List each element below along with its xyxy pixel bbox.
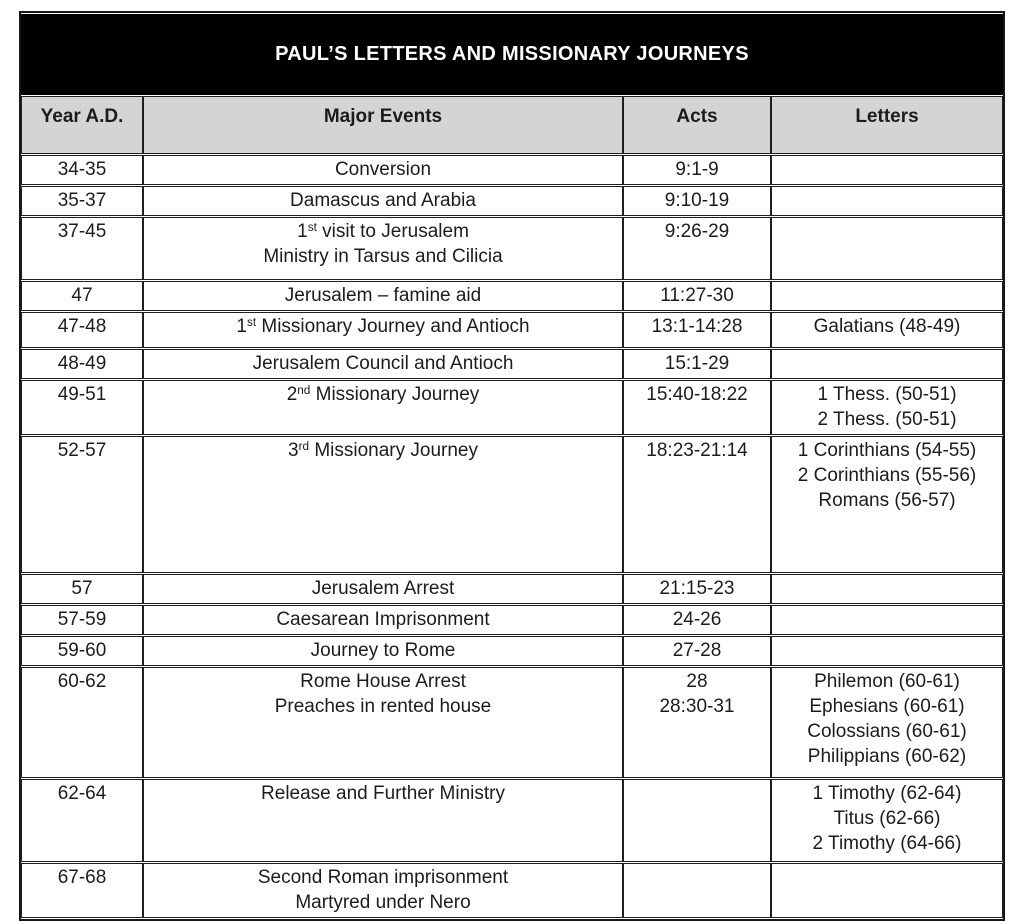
cell-line: Conversion <box>334 159 432 180</box>
cell-line: Martyred under Nero <box>295 892 471 913</box>
paul-letters-table <box>19 11 1005 921</box>
cell-letters <box>771 217 1003 280</box>
cell-line: 37-45 <box>57 221 107 242</box>
cell-year <box>21 436 143 573</box>
cell-year <box>21 667 143 778</box>
cell-year <box>21 863 143 918</box>
table-row <box>21 605 1003 635</box>
cell-line: Jerusalem – famine aid <box>284 285 482 306</box>
cell-line: 60-62 <box>57 671 107 692</box>
document-page <box>19 11 1005 921</box>
column-header-major-events: Major Events <box>143 96 623 154</box>
cell-line: 1st visit to Jerusalem <box>297 220 469 242</box>
cell-line: Rome House Arrest <box>300 671 466 692</box>
cell-letters <box>771 574 1003 604</box>
cell-letters <box>771 636 1003 666</box>
table-row <box>21 863 1003 918</box>
cell-year <box>21 349 143 379</box>
cell-line: Romans (56-57) <box>818 490 956 511</box>
cell-line: 49-51 <box>57 384 107 405</box>
cell-line: 34-35 <box>57 159 107 180</box>
table-row <box>21 186 1003 216</box>
cell-line: 15:1-29 <box>664 353 730 374</box>
cell-events <box>143 155 623 185</box>
cell-line: Galatians (48-49) <box>813 316 961 337</box>
cell-year <box>21 155 143 185</box>
cell-line: Ministry in Tarsus and Cilicia <box>263 246 503 267</box>
cell-acts <box>623 349 771 379</box>
cell-line: 2 Timothy (64-66) <box>812 833 962 854</box>
cell-line: 1 Timothy (62-64) <box>812 783 962 804</box>
cell-events <box>143 779 623 862</box>
cell-line: 21:15-23 <box>659 578 735 599</box>
column-header-acts: Acts <box>623 96 771 154</box>
table-row <box>21 779 1003 862</box>
cell-line: 52-57 <box>57 440 107 461</box>
table-row <box>21 281 1003 311</box>
cell-acts <box>623 779 771 862</box>
cell-events <box>143 605 623 635</box>
cell-acts <box>623 312 771 348</box>
table-row <box>21 667 1003 778</box>
cell-line: Journey to Rome <box>310 640 456 661</box>
table-row <box>21 574 1003 604</box>
cell-line: 13:1-14:28 <box>651 316 743 337</box>
cell-acts <box>623 380 771 435</box>
cell-line: Preaches in rented house <box>274 696 492 717</box>
cell-line: 57-59 <box>57 609 107 630</box>
cell-year <box>21 217 143 280</box>
cell-line: 67-68 <box>57 867 107 888</box>
cell-events <box>143 863 623 918</box>
cell-events <box>143 186 623 216</box>
cell-acts <box>623 436 771 573</box>
cell-line: 9:26-29 <box>664 221 730 242</box>
cell-year <box>21 779 143 862</box>
cell-line: 11:27-30 <box>660 285 734 306</box>
cell-line: Colossians (60-61) <box>807 721 967 742</box>
cell-line: 2nd Missionary Journey <box>286 383 480 405</box>
cell-events <box>143 574 623 604</box>
cell-acts <box>623 605 771 635</box>
cell-events <box>143 667 623 778</box>
cell-line: 3rd Missionary Journey <box>288 439 478 461</box>
cell-letters <box>771 863 1003 918</box>
cell-line: Philemon (60-61) <box>814 671 960 692</box>
table-body <box>21 155 1003 918</box>
cell-acts <box>623 186 771 216</box>
cell-line: 28:30-31 <box>659 696 735 717</box>
cell-acts <box>623 155 771 185</box>
cell-events <box>143 312 623 348</box>
cell-events <box>143 380 623 435</box>
cell-letters <box>771 186 1003 216</box>
cell-line: Jerusalem Arrest <box>311 578 455 599</box>
cell-acts <box>623 636 771 666</box>
cell-events <box>143 349 623 379</box>
table-row <box>21 217 1003 280</box>
cell-letters <box>771 281 1003 311</box>
cell-letters <box>771 155 1003 185</box>
cell-acts <box>623 281 771 311</box>
cell-line: Jerusalem Council and Antioch <box>252 353 514 374</box>
cell-line: 1st Missionary Journey and Antioch <box>236 315 530 337</box>
cell-year <box>21 380 143 435</box>
cell-letters <box>771 605 1003 635</box>
cell-line: Second Roman imprisonment <box>257 867 509 888</box>
cell-acts <box>623 667 771 778</box>
cell-line: 27-28 <box>672 640 722 661</box>
cell-line: 1 Corinthians (54-55) <box>797 440 977 461</box>
cell-line: 48-49 <box>57 353 107 374</box>
cell-line: 9:10-19 <box>664 190 730 211</box>
table-title: PAUL’S LETTERS AND MISSIONARY JOURNEYS <box>21 14 1003 95</box>
cell-line: 47-48 <box>57 316 107 337</box>
cell-acts <box>623 574 771 604</box>
cell-letters <box>771 436 1003 573</box>
cell-line: 1 Thess. (50-51) <box>817 384 957 405</box>
column-header-letters: Letters <box>771 96 1003 154</box>
cell-year <box>21 605 143 635</box>
cell-letters <box>771 312 1003 348</box>
table-row <box>21 155 1003 185</box>
cell-events <box>143 636 623 666</box>
table-row <box>21 436 1003 573</box>
table-row <box>21 380 1003 435</box>
cell-line: 35-37 <box>57 190 107 211</box>
cell-line: Philippians (60-62) <box>807 746 967 767</box>
table-row <box>21 636 1003 666</box>
cell-line: 24-26 <box>672 609 722 630</box>
title-row <box>21 14 1003 95</box>
cell-letters <box>771 667 1003 778</box>
column-header-row <box>21 96 1003 154</box>
cell-line: 59-60 <box>57 640 107 661</box>
cell-letters <box>771 349 1003 379</box>
cell-line: 62-64 <box>57 783 107 804</box>
cell-letters <box>771 380 1003 435</box>
cell-line: 15:40-18:22 <box>646 384 748 405</box>
cell-letters <box>771 779 1003 862</box>
cell-line: Titus (62-66) <box>833 808 941 829</box>
cell-events <box>143 436 623 573</box>
cell-year <box>21 186 143 216</box>
cell-line: 2 Corinthians (55-56) <box>797 465 977 486</box>
cell-line: 47 <box>71 285 93 306</box>
column-header-year: Year A.D. <box>21 96 143 154</box>
cell-line: 9:1-9 <box>675 159 719 180</box>
cell-year <box>21 281 143 311</box>
cell-year <box>21 312 143 348</box>
table-row <box>21 349 1003 379</box>
cell-events <box>143 281 623 311</box>
cell-year <box>21 574 143 604</box>
cell-line: 2 Thess. (50-51) <box>817 409 957 430</box>
cell-line: 28 <box>686 671 708 692</box>
cell-line: Release and Further Ministry <box>261 783 505 804</box>
cell-line: Caesarean Imprisonment <box>276 609 490 630</box>
cell-line: 57 <box>71 578 93 599</box>
cell-acts <box>623 217 771 280</box>
cell-year <box>21 636 143 666</box>
cell-line: 18:23-21:14 <box>646 440 748 461</box>
cell-line: Ephesians (60-61) <box>809 696 965 717</box>
cell-acts <box>623 863 771 918</box>
cell-line: Damascus and Arabia <box>290 190 476 211</box>
cell-events <box>143 217 623 280</box>
table-row <box>21 312 1003 348</box>
